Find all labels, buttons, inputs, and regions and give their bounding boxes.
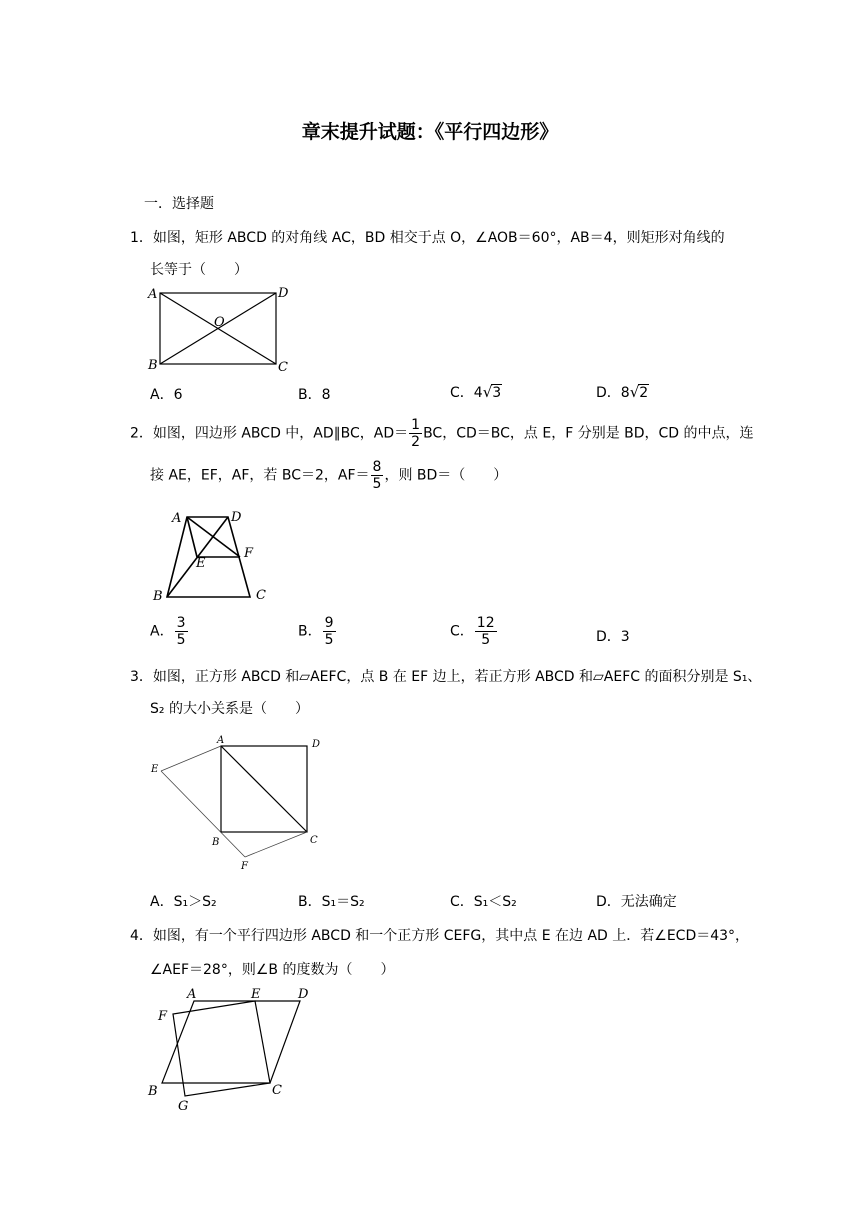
q1-label-b: B — [148, 358, 158, 373]
q2-fraction-1-denominator: 2 — [411, 434, 421, 450]
q3-option-b[interactable]: B．S₁＝S₂ — [298, 894, 365, 910]
q2-option-a-denominator: 5 — [176, 632, 186, 648]
q3-label-e: E — [151, 764, 159, 775]
q3-text-line2: S₂ 的大小关系是（ ） — [150, 701, 309, 717]
q1-label-d: D — [278, 286, 289, 301]
q3-text-line1: 3．如图，正方形 ABCD 和▱AEFC，点 B 在 EF 边上，若正方形 ABCD 和▱AEFC 的面积分别是 S₁、 — [130, 669, 762, 685]
q3-label-f: F — [241, 861, 248, 872]
sqrt-icon: √ — [482, 383, 493, 401]
q2-option-c-denominator: 5 — [481, 632, 491, 648]
q4-label-f: F — [158, 1009, 168, 1024]
q1-option-c-radicand: 3 — [492, 385, 502, 401]
q2-option-d[interactable]: D．3 — [596, 629, 630, 645]
q2-text-line1-b: BC，CD＝BC，点 E，F 分别是 BD，CD 的中点，连 — [423, 425, 754, 442]
q2-label-d: D — [231, 510, 242, 525]
q3-option-a[interactable]: A．S₁＞S₂ — [150, 894, 217, 910]
q2-label-b: B — [153, 589, 163, 604]
q4-label-g: G — [178, 1099, 189, 1114]
q2-option-b-denominator: 5 — [324, 632, 334, 648]
q2-fraction-1-numerator: 1 — [411, 417, 421, 433]
q2-option-a-numerator: 3 — [176, 615, 186, 631]
q1-option-b[interactable]: B．8 — [298, 387, 331, 403]
sqrt-icon: √ — [629, 383, 640, 401]
page-title: 章末提升试题：《平行四边形》 — [301, 121, 559, 143]
q1-label-o: O — [214, 315, 225, 330]
q4-label-b: B — [148, 1084, 158, 1099]
q3-label-c: C — [310, 835, 318, 846]
q1-text-line2: 长等于（ ） — [150, 262, 248, 278]
q3-option-d[interactable]: D．无法确定 — [596, 894, 677, 910]
q4-label-d: D — [298, 987, 309, 1002]
q1-label-a: A — [148, 287, 158, 302]
q2-label-f: F — [244, 546, 254, 561]
q1-option-d-radicand: 2 — [639, 385, 649, 401]
q2-option-b-prefix: B． — [298, 623, 322, 640]
q4-text-line1: 4．如图，有一个平行四边形 ABCD 和一个正方形 CEFG，其中点 E 在边 AD 上．若∠ECD＝43°， — [130, 928, 750, 944]
q4-label-a: A — [187, 987, 197, 1002]
q1-option-a[interactable]: A．6 — [150, 387, 183, 403]
q2-option-c-prefix: C． — [450, 623, 474, 640]
q1-option-d-prefix: D．8 — [596, 385, 630, 401]
q4-label-e: E — [251, 987, 261, 1002]
q3-label-a: A — [217, 735, 225, 746]
q2-label-c: C — [256, 588, 266, 603]
q1-text-line1: 1．如图，矩形 ABCD 的对角线 AC，BD 相交于点 O，∠AOB＝60°，AB＝4，则矩形对角线的 — [130, 230, 725, 246]
q2-option-a-prefix: A． — [150, 623, 174, 640]
q2-fraction-2-denominator: 5 — [372, 476, 382, 492]
q1-label-c: C — [278, 360, 288, 375]
q2-label-e: E — [196, 556, 206, 571]
section-heading: 一．选择题 — [144, 196, 214, 212]
q3-option-c[interactable]: C．S₁＜S₂ — [450, 894, 517, 910]
q2-text-line2-b: ，则 BD＝（ ） — [384, 467, 508, 484]
q1-option-c-prefix: C．4 — [450, 385, 483, 401]
q2-label-a: A — [172, 511, 182, 526]
q2-fraction-2-numerator: 8 — [372, 459, 382, 475]
q4-label-c: C — [272, 1083, 282, 1098]
q3-label-d: D — [312, 739, 321, 750]
q2-option-c-numerator: 12 — [476, 615, 495, 631]
q3-label-b: B — [212, 837, 220, 848]
q2-text-line2-a: 接 AE，EF，AF，若 BC＝2，AF＝ — [150, 467, 370, 484]
q4-text-line2: ∠AEF＝28°，则∠B 的度数为（ ） — [150, 962, 395, 978]
q2-text-line1-a: 2．如图，四边形 ABCD 中，AD∥BC，AD＝ — [130, 425, 409, 442]
q2-option-b-numerator: 9 — [324, 615, 334, 631]
